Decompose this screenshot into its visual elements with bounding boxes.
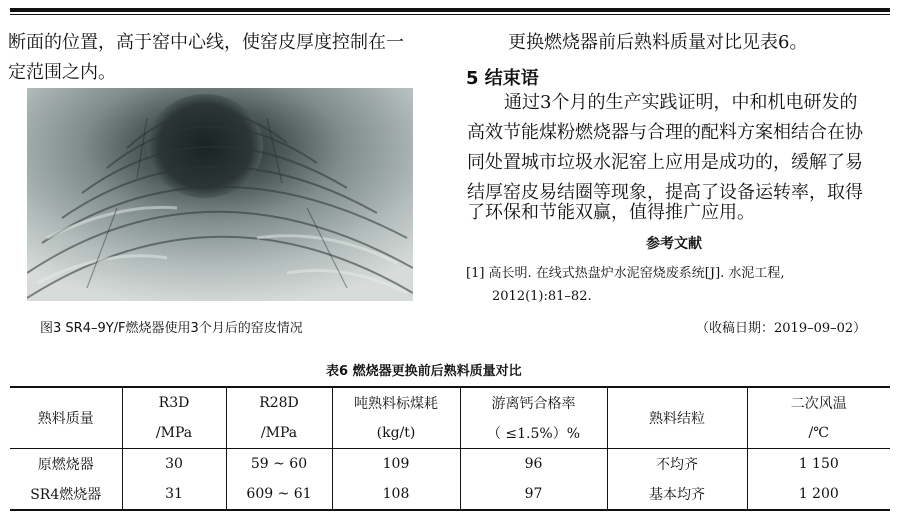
header-r3d: R3D xyxy=(122,387,226,418)
header-clinker-granulation: 熟料结粒 xyxy=(607,387,747,449)
row-r28d: 59 ~ 60 xyxy=(226,449,332,480)
row-coal: 108 xyxy=(332,479,460,510)
header-r28d-unit: /MPa xyxy=(226,418,332,449)
header-rule-thick xyxy=(10,8,890,12)
row-free-cao: 96 xyxy=(460,449,607,480)
table-row xyxy=(10,449,890,480)
header-rule-thin xyxy=(10,14,890,15)
header-clinker-quality: 熟料质量 xyxy=(10,387,122,449)
header-free-cao-unit: （ ≤1.5%）% xyxy=(460,418,607,449)
left-paragraph-line-1: 断面的位置，高于窑中心线，使窑皮厚度控制在一 xyxy=(8,32,404,53)
row-free-cao: 97 xyxy=(460,479,607,510)
figure-caption: 图3 SR4–9Y/F燃烧器使用3个月后的窑皮情况 xyxy=(40,321,303,336)
row-r28d: 609 ~ 61 xyxy=(226,479,332,510)
header-free-cao-rate: 游离钙合格率 xyxy=(460,387,607,418)
row-granule: 基本均齐 xyxy=(607,479,747,510)
kiln-coating-photo xyxy=(27,88,413,301)
clinker-quality-table xyxy=(10,386,890,511)
table-intro-line: 更换燃烧器前后熟料质量对比见表6。 xyxy=(508,32,808,53)
section-heading: 5 结束语 xyxy=(466,68,539,89)
conclusion-line-4: 结厚窑皮易结圈等现象，提高了设备运转率，取得 xyxy=(467,182,863,203)
row-air-temp: 1 150 xyxy=(747,449,890,480)
row-name: SR4燃烧器 xyxy=(10,479,122,510)
conclusion-line-1: 通过3个月的生产实践证明，中和机电研发的 xyxy=(504,92,858,113)
references-heading: 参考文献 xyxy=(646,236,702,252)
row-coal: 109 xyxy=(332,449,460,480)
row-granule: 不均齐 xyxy=(607,449,747,480)
table-title: 表6 燃烧器更换前后熟料质量对比 xyxy=(326,364,522,379)
header-r28d: R28D xyxy=(226,387,332,418)
table-row xyxy=(10,479,890,510)
received-date: （收稿日期：2019–09–02） xyxy=(696,321,867,336)
header-secondary-air-temp: 二次风温 xyxy=(747,387,890,418)
reference-1-line-1: [1] 高长明. 在线式热盘炉水泥窑烧废系统[J]. 水泥工程, xyxy=(466,266,785,281)
header-air-temp-unit: /℃ xyxy=(747,418,890,449)
conclusion-line-5: 了环保和节能双赢，值得推广应用。 xyxy=(467,202,755,223)
header-coal-unit: (kg/t) xyxy=(332,418,460,449)
row-air-temp: 1 200 xyxy=(747,479,890,510)
conclusion-line-2: 高效节能煤粉燃烧器与合理的配料方案相结合在协 xyxy=(467,122,863,143)
conclusion-line-3: 同处置城市垃圾水泥窑上应用是成功的，缓解了易 xyxy=(467,152,863,173)
header-r3d-unit: /MPa xyxy=(122,418,226,449)
header-coal-consumption: 吨熟料标煤耗 xyxy=(332,387,460,418)
reference-1-line-2: 2012(1):81–82. xyxy=(492,289,592,304)
row-r3d: 31 xyxy=(122,479,226,510)
row-r3d: 30 xyxy=(122,449,226,480)
row-name: 原燃烧器 xyxy=(10,449,122,480)
left-paragraph-line-2: 定范围之内。 xyxy=(8,62,116,83)
